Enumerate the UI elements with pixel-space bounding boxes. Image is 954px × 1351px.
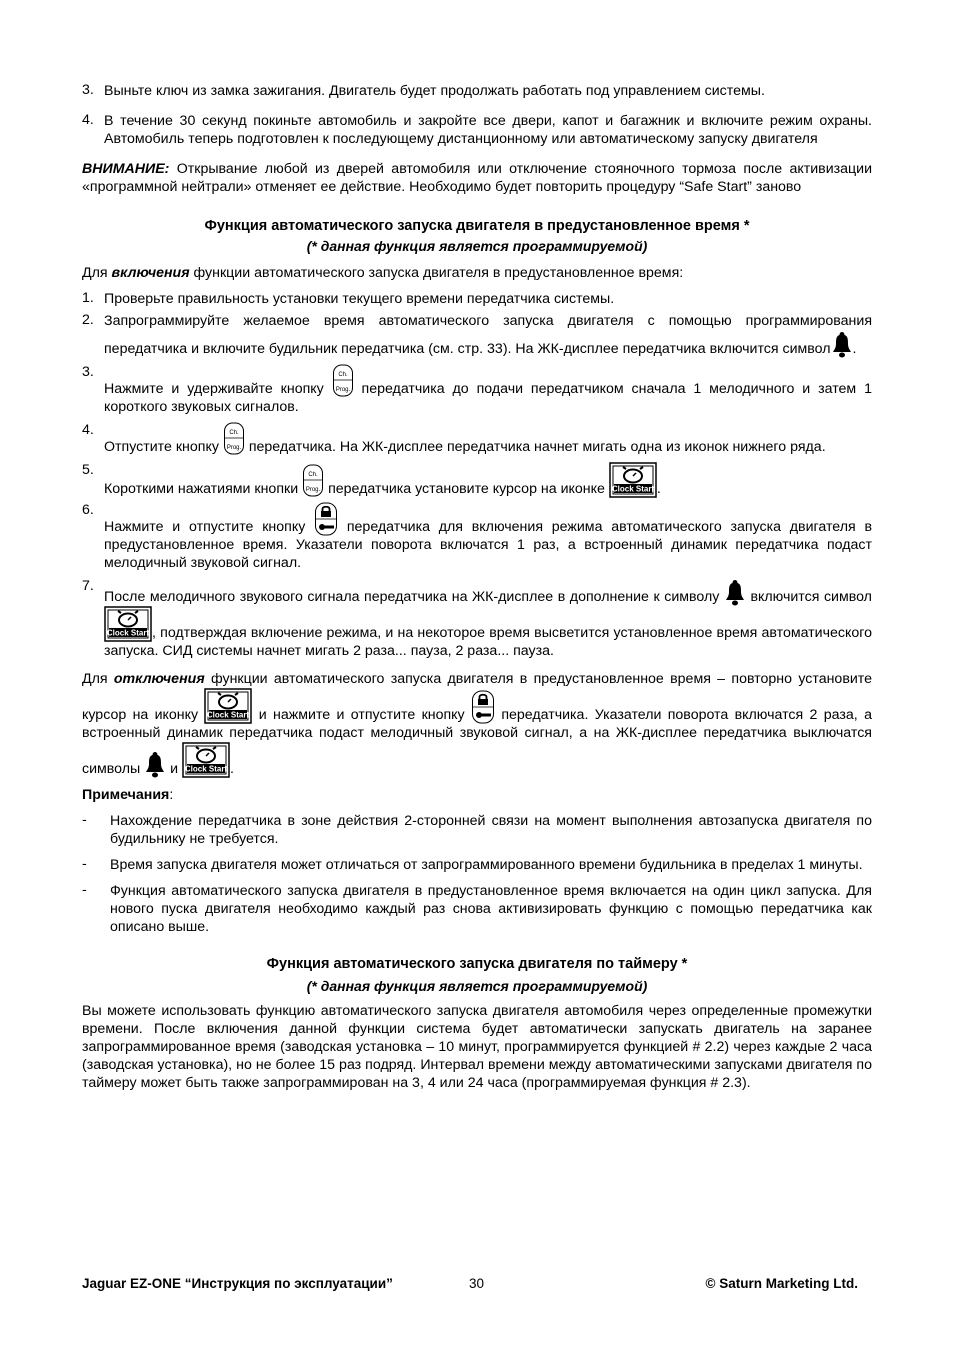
step-text: После мелодичного звукового сигнала передатчика на ЖК-дисплее в дополнение к символу: [104, 589, 720, 605]
footer-title: Jaguar EZ-ONE “Инструкция по эксплуатации”: [82, 1276, 393, 1291]
intro-emphasis: включения: [111, 265, 190, 281]
svg-text:Prog.: Prog.: [305, 487, 321, 493]
clock-start-icon: [182, 742, 230, 778]
section-subtitle: (* данная функция является программируемой): [306, 978, 648, 994]
page-number: 30: [469, 1276, 485, 1291]
clock-start-icon: [204, 688, 252, 724]
note-text: Время запуска двигателя может отличаться от запрограммированного времени будильника в пределах 1 минуты.: [110, 857, 863, 873]
step-item: 1. Проверьте правильность установки текущего времени передатчика системы.: [82, 290, 872, 308]
lock-button-icon: [471, 690, 495, 724]
bell-icon: [831, 330, 853, 358]
lock-button-icon: [314, 502, 338, 536]
svg-text:Clock Start: Clock Start: [207, 710, 250, 720]
clock-start-icon: [609, 462, 657, 498]
svg-text:Clock Start: Clock Start: [106, 628, 150, 638]
step-item: 7. После мелодичного звукового сигнала передатчика на ЖК-дисплее в дополнение к символу включится символ Clock Start , подтверждая включение режима, и на некоторое время высветится установленное время автоматического запуска. СИД системы начнет мигать 2 раза... пауза, 2 раза... пауза.: [82, 578, 872, 659]
intro-paragraph: Для включения функции автоматического запуска двигателя в предустановленное время:: [82, 265, 684, 281]
section-title: Функция автоматического запуска двигателя по таймеру *: [266, 956, 688, 972]
timer-paragraph: Вы можете использовать функцию автоматического запуска двигателя автомобиля через определенные промежутки времени. После включения данной функции система будет автоматически запускать двигатель на заранее запрограммированное время (заводская установка – 10 минут, программируется функцией # 2.2) через каждые 2 часа (заводская установка), но не более 15 раз подряд. Интервал времени между автоматическими запусками двигателя по таймеру может быть также запрограммирован на 3, 4 или 24 часа (программируемая функция # 2.3).: [82, 1003, 872, 1091]
step-item: 6. Нажмите и отпустите кнопку передатчика для включения режима автоматического запуска двигателя в предустановленное время. Указатели поворота включатся 1 раз, а встроенный динамик передатчика подаст мелодичный звуковой сигнал.: [82, 502, 872, 571]
ch-prog-button-icon: [332, 364, 354, 398]
note-item: - Время запуска двигателя может отличаться от запрограммированного времени будильника в пределах 1 минуты.: [82, 856, 872, 874]
svg-text:Ch.: Ch.: [308, 472, 318, 478]
note-item: - Функция автоматического запуска двигателя в предустановленное время включается на один цикл запуска. Для нового пуска двигателя необходимо каждый раз снова активизировать функцию с помощью передатчика как описано выше.: [82, 882, 872, 935]
note-item: - Нахождение передатчика в зоне действия 2-сторонней связи на момент выполнения автозапуска двигателя по будильнику не требуется.: [82, 812, 872, 847]
section-subtitle: (* данная функция является программируемой): [306, 238, 648, 254]
footer-copyright: © Saturn Marketing Ltd.: [705, 1276, 858, 1291]
step-text: Нажмите и отпустите кнопку: [104, 519, 306, 535]
step-item: 5. Короткими нажатиями кнопки Ch. Prog. передатчика установите курсор на иконке Clock Start .: [82, 462, 661, 497]
step-item: 2. Запрограммируйте желаемое время автоматического запуска двигателя с помощью программирования передатчика и включите будильник передатчика (см. стр. 33). На ЖК-дисплее передатчика включится символ .: [82, 312, 872, 357]
step-item: 4. Отпустите кнопку Ch. Prog. передатчика. На ЖК-дисплее передатчика начнет мигать одна из иконок нижнего ряда.: [82, 422, 826, 455]
step-number: 4.: [82, 112, 94, 128]
svg-text:Prog.: Prog.: [226, 445, 242, 451]
note-text: Нахождение передатчика в зоне действия 2-сторонней связи на момент выполнения автозапуска двигателя по будильнику не требуется.: [110, 813, 872, 847]
bell-icon: [724, 578, 746, 606]
step-text: Запрограммируйте желаемое время автоматического запуска двигателя с помощью программирования передатчика и включите будильник передатчика (см. стр. 33). На ЖК-дисплее передатчика включится символ: [104, 313, 872, 357]
disable-paragraph: Для отключения функции автоматического запуска двигателя в предустановленное время – повторно установите курсор на иконку Clock Start и нажмите и отпустите кнопку передатчика. Указатели поворота включатся 2 раза, а встроенный динамик передатчика подаст мелодичный звуковой сигнал, а на ЖК-дисплее передатчика выключатся символы и Clock Start .: [82, 671, 873, 777]
clock-start-icon: [104, 606, 152, 642]
step-text: Нажмите и удерживайте кнопку: [104, 381, 324, 397]
svg-text:Clock Start: Clock Start: [184, 764, 228, 774]
warning-paragraph: [82, 160, 872, 196]
warning-text: Открывание любой из дверей автомобиля или отключение стояночного тормоза после активизации «программной нейтрали» отменяет ее действие. Необходимо будет повторить процедуру “Safe Start” заново: [82, 161, 872, 195]
step-text: В течение 30 секунд покиньте автомобиль и закройте все двери, капот и багажник и включите режим охраны. Автомобиль теперь подготовлен к последующему дистанционному или автоматическому запуску двигателя: [104, 113, 872, 147]
section-title: Функция автоматического запуска двигателя в предустановленное время *: [204, 218, 750, 234]
notes-heading: Примечания:: [82, 787, 174, 803]
bell-icon: [144, 750, 166, 778]
step-text: Проверьте правильность установки текущего времени передатчика системы.: [104, 291, 615, 307]
warning-label: ВНИМАНИЕ:: [82, 161, 170, 177]
disable-emphasis: отключения: [113, 671, 205, 687]
step-item: 3. Нажмите и удерживайте кнопку Ch. Prog. передатчика до подачи передатчиком сначала 1 мелодичного и затем 1 короткого звуковых сигналов.: [82, 364, 872, 415]
step-text: Выньте ключ из замка зажигания. Двигатель будет продолжать работать под управлением системы.: [104, 83, 765, 99]
note-text: Функция автоматического запуска двигателя в предустановленное время включается на один цикл запуска. Для нового пуска двигателя необходимо каждый раз снова активизировать функцию с помощью передатчика как описано выше.: [110, 883, 872, 935]
svg-text:Prog.: Prog.: [335, 387, 350, 393]
svg-text:Ch.: Ch.: [229, 430, 239, 436]
step-item: [82, 112, 872, 148]
svg-text:Clock Start: Clock Start: [611, 484, 654, 494]
ch-prog-button-icon: [223, 422, 245, 456]
document-page: [82, 80, 872, 1092]
ch-prog-button-icon: [302, 464, 324, 498]
step-item: [82, 82, 872, 100]
step-text: Отпустите кнопку: [104, 439, 219, 455]
step-text: Короткими нажатиями кнопки: [104, 481, 299, 497]
svg-text:Ch.: Ch.: [337, 372, 348, 378]
step-number: 3.: [82, 82, 94, 98]
